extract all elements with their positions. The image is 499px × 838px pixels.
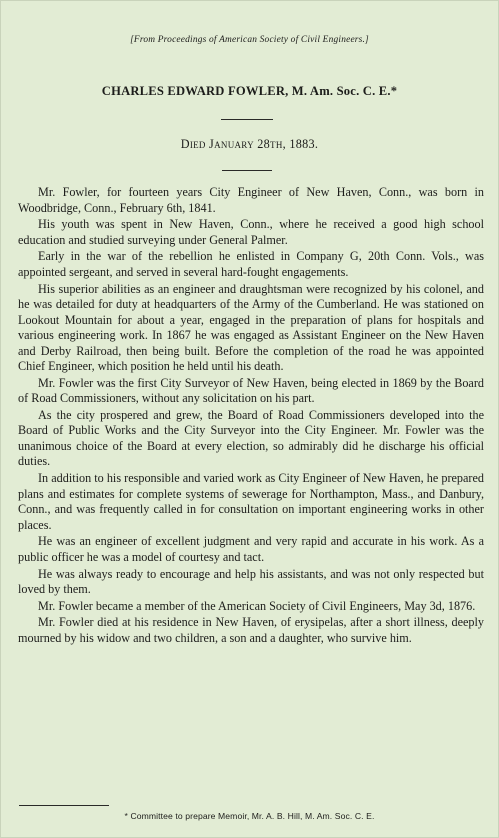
paragraph: Mr. Fowler, for fourteen years City Engineer of New Haven, Conn., was born in Woodbridge, Conn., February 6th, 1841. (18, 185, 484, 215)
paragraph: His youth was spent in New Haven, Conn., where he received a good high school education and studied surveying under General Palmer. (18, 217, 484, 247)
title-divider (221, 119, 273, 120)
date-divider (222, 170, 272, 171)
page-title: CHARLES EDWARD FOWLER, M. Am. Soc. C. E.* (101, 84, 398, 98)
footnote: * Committee to prepare Memoir, Mr. A. B. Hill, M. Am. Soc. C. E. (124, 811, 375, 821)
footnote-divider (19, 805, 109, 806)
paragraph: He was an engineer of excellent judgment and very rapid and accurate in his work. As a public officer he was a model of courtesy and tact. (18, 534, 484, 564)
paragraph: In addition to his responsible and varied work as City Engineer of New Haven, he prepared plans and estimates for complete systems of sewerage for Northampton, Mass., and Danbury, Conn., and was frequently called in for consultation on important engineering works in other places. (18, 471, 484, 532)
memoir-body (18, 185, 484, 648)
paragraph: Mr. Fowler died at his residence in New Haven, of erysipelas, after a short illness, deeply mourned by his widow and two children, a son and a daughter, who survive him. (18, 615, 484, 645)
death-date: Died January 28th, 1883. (180, 137, 319, 151)
paragraph: Mr. Fowler became a member of the American Society of Civil Engineers, May 3d, 1876. (38, 598, 476, 613)
paragraph: As the city prospered and grew, the Board of Road Commissioners developed into the Board of Public Works and the City Surveyor into the City Engineer. Mr. Fowler was the unanimous choice of the Board at every election, so admirably did he discharge his official duties. (18, 407, 484, 469)
source-line: [From Proceedings of American Society of Civil Engineers.] (130, 35, 369, 45)
paragraph: Early in the war of the rebellion he enlisted in Company G, 20th Conn. Vols., was appointed sergeant, and served in several hard-fought engagements. (18, 249, 484, 279)
paragraph: He was always ready to encourage and help his assistants, and was not only respected but loved by them. (18, 566, 484, 596)
paragraph: Mr. Fowler was the first City Surveyor of New Haven, being elected in 1869 by the Board of Road Commissioners, without any solicitation on his part. (18, 375, 484, 406)
paragraph: His superior abilities as an engineer and draughtsman were recognized by his colonel, and he was detailed for duty at headquarters of the Army of the Cumberland. He was stationed on Lookout Mountain for about a year, engaged in the preparation of plans for hospitals and various engineering work. In 1867 he was engaged as Assistant Engineer on the New Haven and Derby Railroad, then being built. Before the completion of the road he was appointed Chief Engineer, which position he held until his death. (18, 281, 484, 374)
